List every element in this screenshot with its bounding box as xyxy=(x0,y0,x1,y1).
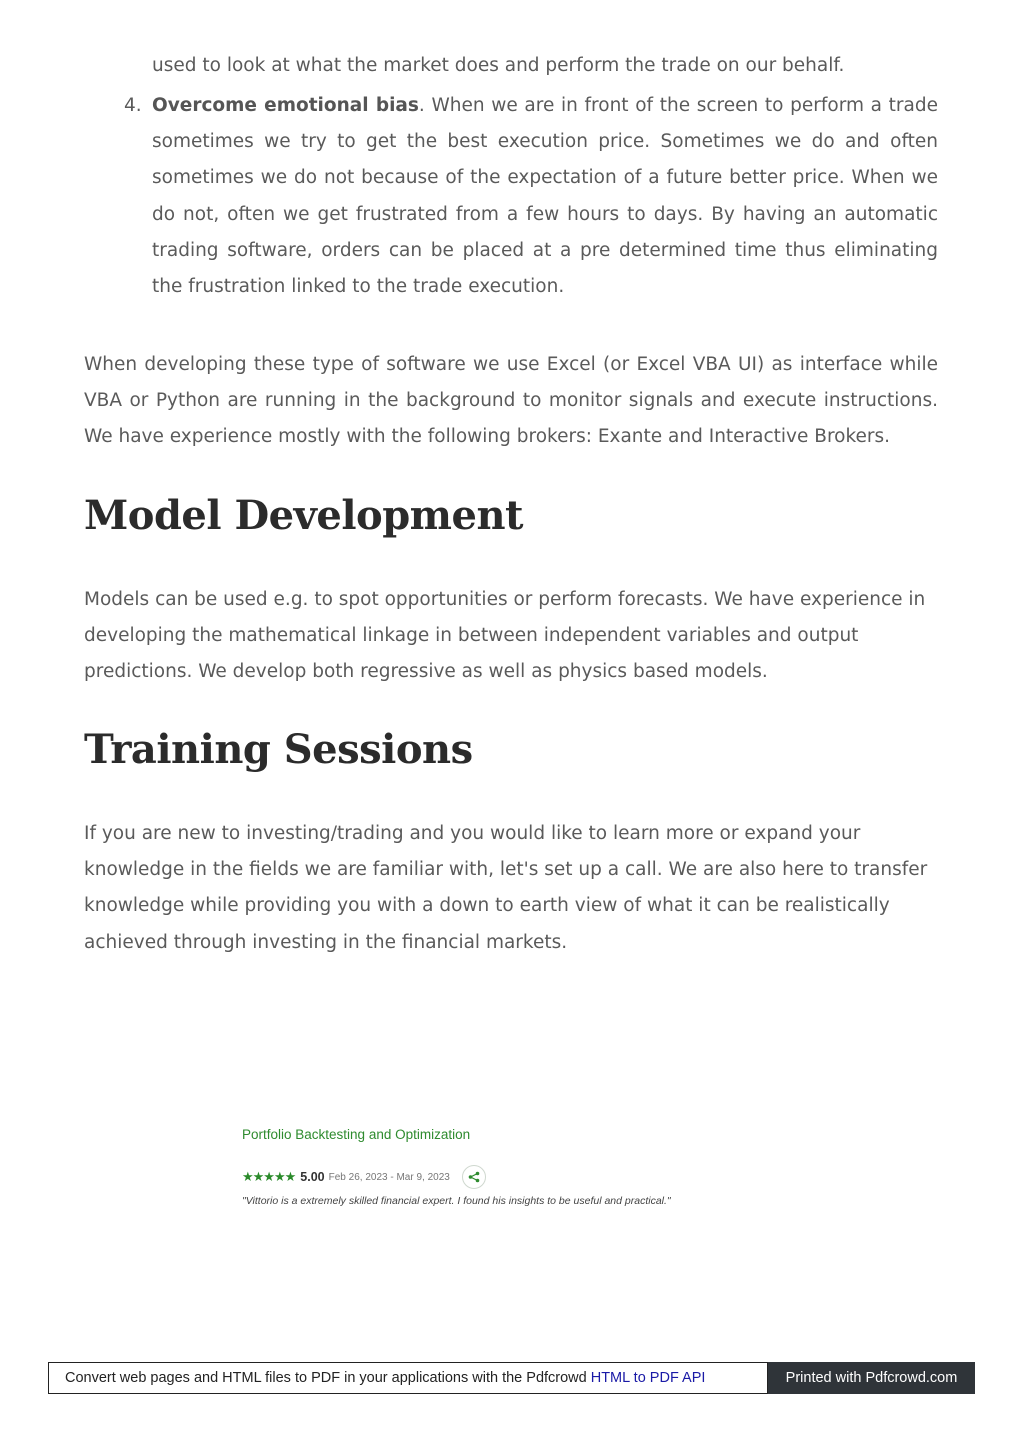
text-line: achieved through investing in the financial markets. xyxy=(84,931,568,953)
text-line: knowledge in the fields we are familiar with, let's set up a call. We are also here to transfer xyxy=(84,859,928,881)
text-line: Models can be used e.g. to spot opportunities or perform forecasts. We have experience in xyxy=(84,589,926,610)
paragraph-training-sessions xyxy=(84,816,964,961)
heading-model-development: Model Development xyxy=(84,492,523,539)
text-line: developing the mathematical linkage in between independent variables and output xyxy=(84,625,859,647)
text-line: knowledge while providing you with a down to earth view of what it can be realistically xyxy=(84,895,890,917)
review-meta xyxy=(242,1164,802,1190)
html-to-pdf-api-link[interactable]: HTML to PDF API xyxy=(590,1370,706,1386)
text-line: predictions. We develop both regressive as well as physics based models. xyxy=(84,661,768,683)
review-title[interactable]: Portfolio Backtesting and Optimization xyxy=(242,1127,471,1142)
list-item-3-tail: used to look at what the market does and perform the trade on our behalf. xyxy=(152,55,845,76)
review-quote: "Vittorio is a extremely skilled financial expert. I found his insights to be useful and practical." xyxy=(242,1195,671,1207)
list-item-4-title: Overcome emotional bias xyxy=(152,95,419,116)
review-dates: Feb 26, 2023 - Mar 9, 2023 xyxy=(328,1171,450,1183)
heading-training-sessions: Training Sessions xyxy=(84,726,473,773)
footer-text: Convert web pages and HTML files to PDF in your applications with the Pdfcrowd xyxy=(65,1370,587,1386)
list-item-4-text: . When we are in front of the screen to perform a trade sometimes we try to get the best execution price. Sometimes we do and often sometimes we do not because of the expectation of a future better price. When we do not, often we get frustrated from a few hours to days. By having an automatic trading software, orders can be placed at a pre determined time thus eliminating the frustration linked to the trade execution. xyxy=(152,95,938,298)
share-icon[interactable] xyxy=(462,1165,486,1189)
paragraph-model-development xyxy=(84,582,964,691)
rating-score: 5.00 xyxy=(300,1170,325,1184)
list-item-4 xyxy=(152,88,938,305)
footer-left xyxy=(48,1362,768,1394)
rating-stars-icon: ★★★★★ xyxy=(242,1169,296,1184)
list-item-number: 4. xyxy=(124,95,142,116)
review-card xyxy=(242,1124,802,1209)
text-line: If you are new to investing/trading and you would like to learn more or expand your xyxy=(84,823,861,844)
footer-printed-with[interactable]: Printed with Pdfcrowd.com xyxy=(768,1362,975,1394)
paragraph-software: When developing these type of software we use Excel (or Excel VBA UI) as interface while VBA or Python are running in the background to monitor signals and execute instructions. We have experience mostly with the following brokers: Exante and Interactive Brokers. xyxy=(84,354,938,448)
pdfcrowd-footer xyxy=(48,1362,975,1394)
